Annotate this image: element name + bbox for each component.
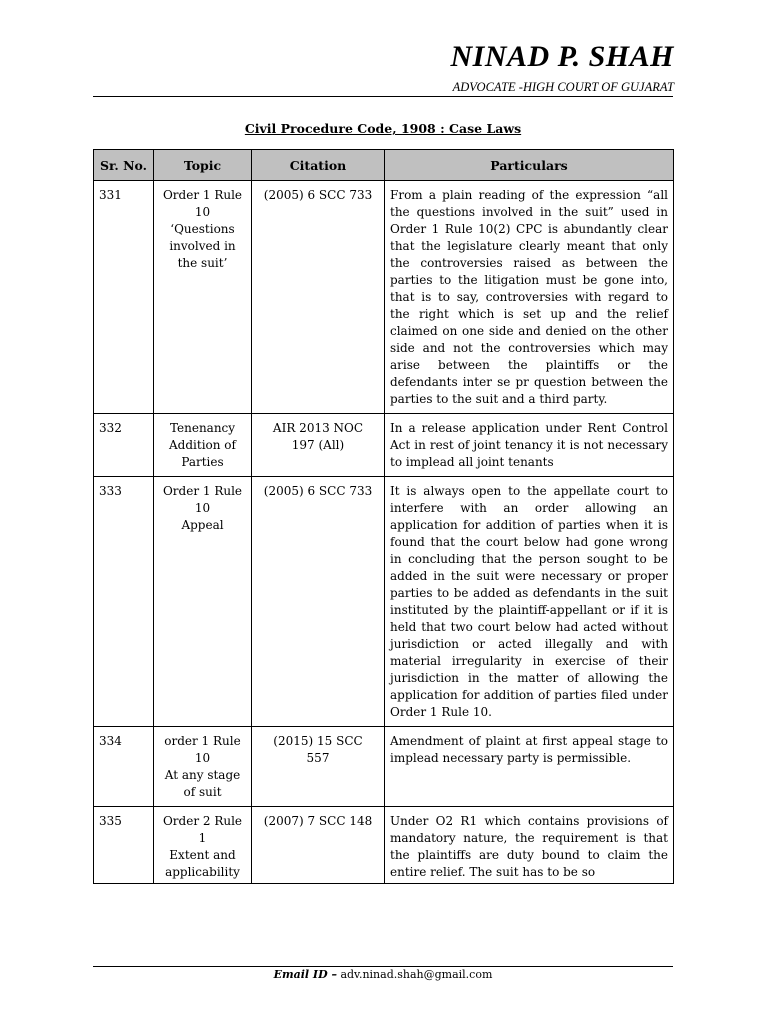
topic-line: Order 1 Rule [162, 188, 243, 202]
case-laws-table [93, 149, 674, 884]
document-title: Civil Procedure Code, 1908 : Case Laws [244, 121, 522, 136]
sr-no-cell: 332 [94, 414, 154, 477]
column-header-topic: Topic [154, 150, 252, 181]
topic-cell [154, 727, 252, 807]
topic-cell [154, 181, 252, 414]
citation-line: (2005) 6 SCC 733 [263, 484, 373, 498]
column-header-sr-no: Sr. No. [94, 150, 154, 181]
citation-cell [252, 807, 385, 884]
topic-line: order 1 Rule [164, 734, 241, 748]
table-row [94, 727, 674, 807]
sr-no-cell: 331 [94, 181, 154, 414]
citation-line: (2015) 15 SCC [273, 734, 363, 748]
topic-line: 10 [194, 751, 211, 765]
column-header-citation: Citation [252, 150, 385, 181]
citation-cell [252, 477, 385, 727]
topic-line: Tenenancy [169, 421, 236, 435]
topic-line: Order 2 Rule [162, 814, 243, 828]
header-divider [93, 96, 673, 97]
sr-no-cell: 334 [94, 727, 154, 807]
topic-line: 10 [194, 501, 211, 515]
topic-line: Appeal [181, 518, 224, 532]
citation-line: AIR 2013 NOC [272, 421, 364, 435]
topic-line: applicability [165, 865, 240, 879]
particulars-cell: It is always open to the appellate court to interfere with an order allowing an application for addition of parties when it is found that the court below had gone wrong in concluding that the person sought to be added in the suit were necessary or proper parties to be added as defendants in the suit instituted by the plaintiff-appellant or if it is held that two court below had acted without jurisdiction or acted illegally and with material irregularity in exercise of their jurisdiction in the matter of allowing the application for addition of parties filed under Order 1 Rule 10. [385, 477, 674, 727]
topic-line: Order 1 Rule [162, 484, 243, 498]
topic-line: 1 [198, 831, 207, 845]
topic-line: Extent and [169, 848, 236, 862]
citation-line: (2007) 7 SCC 148 [263, 814, 373, 828]
table-row [94, 477, 674, 727]
topic-cell [154, 807, 252, 884]
footer-divider [93, 966, 673, 967]
topic-line: 10 [194, 205, 211, 219]
particulars-cell: Amendment of plaint at first appeal stage to implead necessary party is permissible. [385, 727, 674, 807]
topic-line: ‘Questions [170, 222, 235, 236]
topic-line: Parties [181, 455, 224, 469]
topic-line: of suit [183, 785, 222, 799]
footer-contact [0, 968, 766, 981]
email-address: adv.ninad.shah@gmail.com [340, 968, 493, 981]
topic-cell [154, 477, 252, 727]
topic-line: At any stage [164, 768, 241, 782]
table-row [94, 807, 674, 884]
email-label: Email ID – [273, 968, 337, 981]
sr-no-cell: 335 [94, 807, 154, 884]
table-row [94, 181, 674, 414]
topic-line: the suit’ [177, 256, 228, 270]
citation-line: 557 [306, 751, 330, 765]
citation-cell [252, 727, 385, 807]
topic-cell [154, 414, 252, 477]
citation-cell [252, 181, 385, 414]
advocate-name: NINAD P. SHAH [450, 40, 674, 73]
citation-line: (2005) 6 SCC 733 [263, 188, 373, 202]
particulars-cell: Under O2 R1 which contains provisions of mandatory nature, the requirement is that the plaintiffs are duty bound to claim the entire relief. The suit has to be so [385, 807, 674, 884]
particulars-cell: In a release application under Rent Control Act in rest of joint tenancy it is not necessary to implead all joint tenants [385, 414, 674, 477]
table-row [94, 414, 674, 477]
citation-line: 197 (All) [291, 438, 345, 452]
column-header-particulars: Particulars [385, 150, 674, 181]
sr-no-cell: 333 [94, 477, 154, 727]
citation-cell [252, 414, 385, 477]
particulars-cell: From a plain reading of the expression “all the questions involved in the suit” used in Order 1 Rule 10(2) CPC is abundantly clear that the legislature clearly meant that only the controversies raised as between the parties to the litigation must be gone into, that is to say, controversies with regard to the right which is set up and the relief claimed on one side and denied on the other side and not the controversies which may arise between the plaintiffs or the defendants inter se pr question between the parties to the suit and a third party. [385, 181, 674, 414]
topic-line: Addition of [169, 438, 236, 452]
topic-line: involved in [169, 239, 236, 253]
table-header-row [94, 150, 674, 181]
advocate-designation: ADVOCATE -HIGH COURT OF GUJARAT [452, 80, 674, 94]
